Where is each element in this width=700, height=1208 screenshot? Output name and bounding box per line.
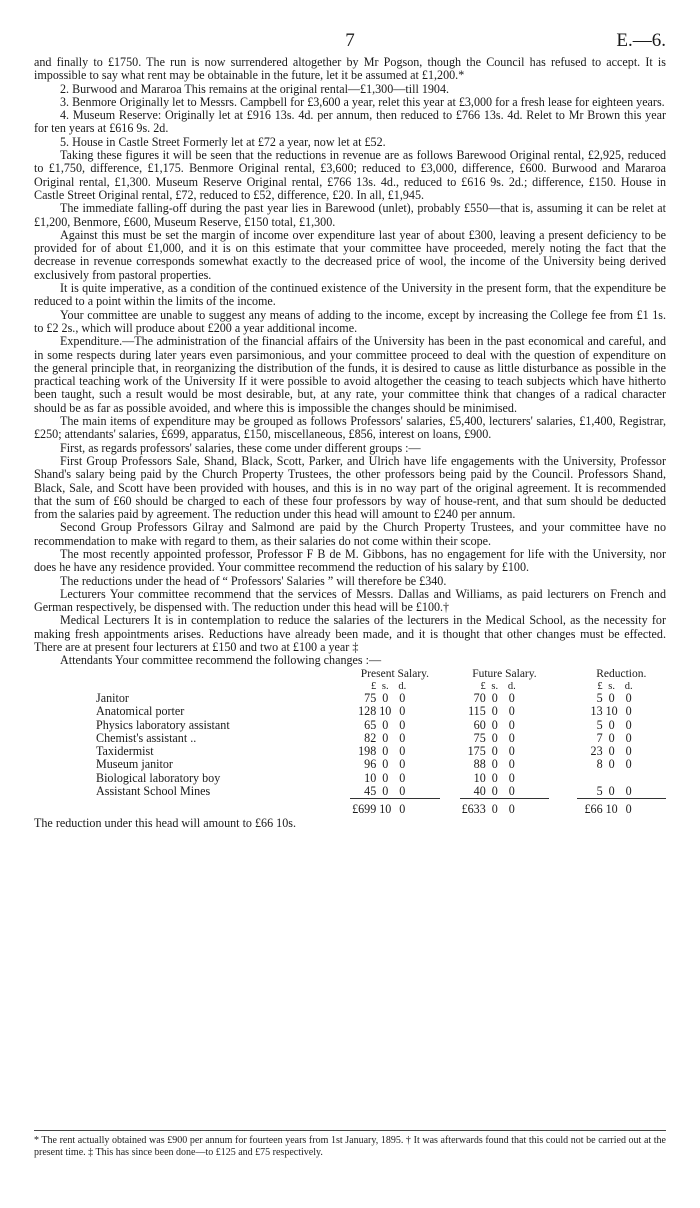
present-pounds: 96 [364,757,377,772]
future-pence: 0 [508,730,515,745]
future-shillings: 0 [491,717,498,732]
unit-pence: d. [507,680,516,692]
reduction-pence: 0 [625,704,632,719]
future-salary-header: Future Salary. [472,667,537,680]
present-pence: 0 [399,770,406,785]
reduction-pounds: 5 [596,690,603,705]
reduction-shillings: 0 [608,784,615,799]
paragraph: It is quite imperative, as a condition of the continued existence of the University in the present form, that the expenditure be reduced to a point within the limits of the income. [34,281,666,309]
paragraph: Attendants Your committee recommend the following changes :— [60,653,382,668]
future-pounds: 115 [468,704,486,719]
unit-shillings: s. [491,680,499,692]
attendant-name: Chemist's assistant .. [96,730,197,745]
table-row [34,732,666,745]
paragraph: The main items of expenditure may be grouped as follows Professors' salaries, £5,400, lecturers' salaries, £1,400, Registrar, £250; attendants' salaries, £699, apparatus, £150, miscellaneous, £856, interest on loans, £900. [34,414,666,442]
paragraph: Medical Lecturers It is in contemplation to reduce the salaries of the lecturers in the Medical School, as the necessity for making fresh appointments arises. Reductions have already been made, and it is thought that other changes must be effected. There are at present four lecturers at £150 and two at £100 a year ‡ [34,613,666,655]
present-salary-header: Present Salary. [360,667,430,680]
total-future-pence: 0 [508,802,515,817]
attendant-name: Museum janitor [96,757,173,772]
total-reduction-shillings: 10 [605,802,618,817]
footnote-divider [34,1130,666,1131]
paragraph: First, as regards professors' salaries, these come under different groups :— [60,440,421,455]
present-pounds: 10 [364,770,377,785]
footnotes [34,1130,666,1158]
reduction-shillings: 0 [608,717,615,732]
reduction-pence: 0 [625,690,632,705]
paragraph: 2. Burwood and Mararoa This remains at the original rental—£1,300—till 1904. [60,81,450,96]
attendant-name: Biological laboratory boy [96,770,221,785]
future-pounds: 175 [467,744,486,759]
present-shillings: 0 [382,690,389,705]
future-shillings: 0 [491,770,498,785]
future-shillings: 0 [491,704,498,719]
paragraph: 3. Benmore Originally let to Messrs. Campbell for £3,600 a year, relet this year at £3,000 for a fresh lease for eighteen years. [60,94,665,109]
paragraph: Expenditure.—The administration of the financial affairs of the University has been in the past economical and careful, and in some respects during later years even parsimonious, and your committee proceed to deal with the question of expenditure on the general principle that, in reorganizing the distribution of the funds, it is desired to cause as little disturbance as possible in the practical teaching work of the University If it were possible to avoid altogether the ceasing to teach subjects which have hitherto been taught, such a result would be most desirable, but, at any rate, your committee think that changes of a radical character should be as far as possible avoided, and where this is impossible the changes should be minimised. [34,334,666,415]
future-pounds: 88 [473,757,486,772]
table-row [34,705,666,718]
total-present-pounds: £699 [352,802,377,817]
present-pence: 0 [399,744,406,759]
present-pounds: 198 [358,744,377,759]
reduction-pounds: 8 [596,757,603,772]
total-reduction-pounds: £66 [584,802,603,817]
attendant-name: Taxidermist [96,744,154,759]
present-shillings: 0 [382,730,389,745]
table-header-row [34,668,666,681]
paragraph: Lecturers Your committee recommend that the services of Messrs. Dallas and Williams, as paid lecturers on French and German respectively, be dispensed with. The reduction under this head will be £100.† [34,586,666,615]
reduction-pounds: 5 [596,784,603,799]
reduction-pence: 0 [625,784,632,799]
future-pence: 0 [508,744,515,759]
reduction-pounds: 23 [590,744,603,759]
paragraph: 5. House in Castle Street Formerly let at £72 a year, now let at £52. [60,134,386,149]
unit-pence: d. [398,680,407,692]
attendant-name: Assistant School Mines [96,784,211,799]
table-row [34,772,666,785]
future-pence: 0 [508,784,515,799]
present-pence: 0 [399,704,406,719]
reduction-pounds: 5 [596,717,603,732]
paragraph: 4. Museum Reserve: Originally let at £916 13s. 4d. per annum, then reduced to £766 13s. 4d. Relet to Mr Brown this year for ten years at £616 9s. 2d. [34,108,666,136]
reduction-shillings: 0 [608,730,615,745]
reduction-shillings: 0 [608,744,615,759]
present-pence: 0 [399,717,406,732]
paragraph: The immediate falling-off during the past year lies in Barewood (unlet), probably £550—that is, assuming it can be relet at £1,200, Benmore, £600, Museum Reserve, £150 total, £1,300. [34,201,666,229]
present-pounds: 75 [364,690,377,705]
present-pounds: 65 [364,717,377,732]
unit-pounds: £ [480,680,486,692]
paragraph: Second Group Professors Gilray and Salmond are paid by the Church Property Trustees, and your committee have no recommendation to make with regard to them, as their salaries do not come within their scope. [34,520,666,548]
future-pounds: 75 [473,730,486,745]
unit-pounds: £ [371,680,377,692]
future-pence: 0 [508,717,515,732]
future-pence: 0 [508,690,515,705]
present-shillings: 0 [382,770,389,785]
future-pounds: 60 [473,717,486,732]
present-shillings: 0 [382,717,389,732]
paragraph: Taking these figures it will be seen that the reductions in revenue are as follows Barewood Original rental, £2,925, reduced to £1,750, difference, £1,175. Benmore Original rental, £3,600; reduced to £3,000, difference, £600. Burwood and Mararoa Original rental, £1,300. Museum Reserve Original rental, £766 13s. 4d., reduced to £616 9s. 2d.; difference, £150. House in Castle Street Original rental, £72, reduced to £52, difference, £20. In all, £1,945. [34,148,666,202]
present-pounds: 82 [364,730,377,745]
reduction-pence: 0 [625,730,632,745]
paragraph: and finally to £1750. The run is now surrendered altogether by Mr Pogson, though the Council has refused to accept. It is impossible to say what rent may be obtainable in the future, let it be assumed at £1,200.* [34,55,666,83]
attendant-name: Anatomical porter [96,704,185,719]
page-number: 7 [345,30,355,51]
future-shillings: 0 [491,757,498,772]
reduction-shillings: 10 [605,704,618,719]
table-row [34,785,666,799]
future-pence: 0 [508,770,515,785]
table-totals-row [34,799,666,817]
paragraph: The most recently appointed professor, Professor F B de M. Gibbons, has no engagement for life with the University, nor does he have any residence provided. Your committee recommend the reduction of his salary by £100. [34,546,666,575]
unit-shillings: s. [381,680,389,692]
future-pounds: 10 [473,770,486,785]
future-pence: 0 [508,704,515,719]
page [34,30,666,830]
reduction-pence: 0 [625,717,632,732]
reduction-shillings: 0 [608,690,615,705]
future-shillings: 0 [491,744,498,759]
total-future-shillings: 0 [491,802,498,817]
present-shillings: 10 [379,704,392,719]
footnote-text: * The rent actually obtained was £900 per annum for fourteen years from 1st January, 1895. † It was afterwards found that this could not be carried out at the present time. ‡ This has since been done—to £125 and £75 respectively. [34,1135,666,1158]
future-shillings: 0 [491,730,498,745]
table-row [34,758,666,771]
unit-pounds: £ [597,680,603,692]
reduction-header: Reduction. [596,667,647,680]
present-pence: 0 [399,690,406,705]
total-future-pounds: £633 [461,802,486,817]
future-pence: 0 [508,757,515,772]
paragraph: The reductions under the head of “ Professors' Salaries ” will therefore be £340. [60,573,447,588]
paragraph: First Group Professors Sale, Shand, Black, Scott, Parker, and Ulrich have life engagements with the University, Professor Shand's salary being paid by the Church Property Trustees, the other professors being paid by the Council. Professors Shand, Black, Sale, and Scott have been provided with houses, and this is in no way part of the original agreement. It is recommended that the sum of £60 should be charged to each of these four professors by way of house-rent, and that sum should be deducted from the salaries paid by agreement. The reduction under this head will amount to £240 per annum. [34,453,666,522]
document-reference: E.—6. [616,30,666,51]
report-body [34,56,666,830]
reduction-shillings: 0 [608,757,615,772]
table-row [34,719,666,732]
future-shillings: 0 [491,690,498,705]
present-pence: 0 [399,730,406,745]
present-shillings: 0 [382,784,389,799]
table-row [34,692,666,705]
reduction-pounds: 7 [596,730,603,745]
attendant-name: Janitor [96,690,129,705]
present-pounds: 128 [358,704,377,719]
reduction-pence: 0 [625,744,632,759]
unit-pence: d. [624,680,633,692]
future-pounds: 70 [473,690,486,705]
present-pounds: 45 [364,784,377,799]
attendants-salary-table [34,668,666,817]
present-pence: 0 [399,757,406,772]
present-pence: 0 [399,784,406,799]
reduction-pounds: 13 [590,704,603,719]
table-summary: The reduction under this head will amount to £66 10s. [34,815,296,830]
future-shillings: 0 [491,784,498,799]
future-pounds: 40 [473,784,486,799]
paragraph: Your committee are unable to suggest any means of adding to the income, except by increasing the College fee from £1 1s. to £2 2s., which will produce about £200 a year additional income. [34,307,666,335]
total-reduction-pence: 0 [625,802,632,817]
page-header [34,30,666,56]
unit-shillings: s. [608,680,615,692]
table-row [34,745,666,758]
paragraph: Against this must be set the margin of income over expenditure last year of about £300, leaving a present deficiency to be provided for of about £1,000, and it is on this estimate that your committee have proceeded, merely noting the fact that the decrease in revenue corresponds somewhat exactly to the decreased price of wool, the income of the University being derived exclusively from pastoral properties. [34,227,666,282]
reduction-pence: 0 [625,757,632,772]
present-shillings: 0 [382,744,389,759]
attendant-name: Physics laboratory assistant [96,717,230,732]
total-present-pence: 0 [399,802,406,817]
present-shillings: 0 [382,757,389,772]
total-present-shillings: 10 [379,802,392,817]
